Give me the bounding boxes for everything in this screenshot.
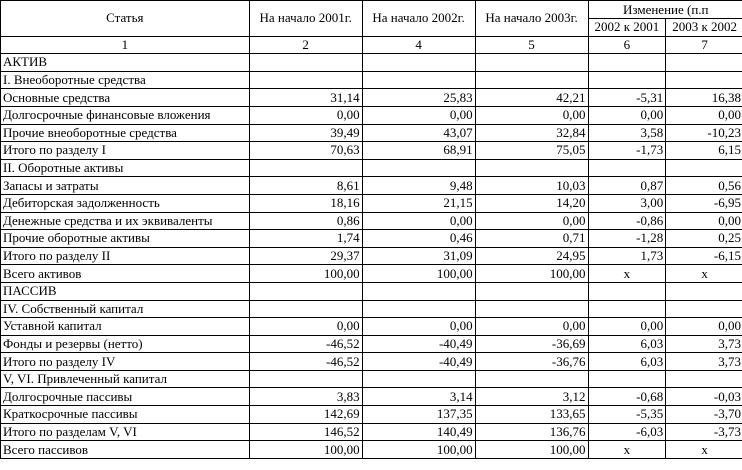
cell-value: 1,73 [588, 247, 666, 265]
section-row [1, 370, 742, 388]
cell-value: -3,73 [666, 423, 742, 441]
cell-value: 142,69 [249, 406, 362, 424]
column-index: 4 [362, 36, 475, 54]
column-index: 6 [588, 36, 666, 54]
cell-value: 31,09 [362, 247, 475, 265]
header-year-2002: На начало 2002г. [362, 1, 475, 37]
empty-cell [475, 54, 588, 72]
cell-value: 146,52 [249, 423, 362, 441]
header-year-2001: На начало 2001г. [249, 1, 362, 37]
cell-value: 136,76 [475, 423, 588, 441]
cell-value: 0,00 [249, 318, 362, 336]
header-change-2003-vs-2002: 2003 к 2002 [666, 19, 742, 37]
row-label: Прочие внеоборотные средства [1, 124, 250, 142]
row-label: Краткосрочные пассивы [1, 406, 250, 424]
cell-value: 3,73 [666, 353, 742, 371]
cell-value: -36,69 [475, 335, 588, 353]
row-label: Итого по разделу I [1, 142, 250, 160]
cell-value: 0,00 [475, 318, 588, 336]
table-row [1, 335, 742, 353]
section-row [1, 71, 742, 89]
row-label: Всего активов [1, 265, 250, 283]
cell-value: 0,00 [588, 106, 666, 124]
empty-cell [475, 71, 588, 89]
empty-cell [362, 282, 475, 300]
cell-value: 0,00 [362, 318, 475, 336]
table-row [1, 177, 742, 195]
cell-value: -0,86 [588, 212, 666, 230]
empty-cell [666, 370, 742, 388]
row-label: Прочие оборотные активы [1, 230, 250, 248]
row-label: Долгосрочные пассивы [1, 388, 250, 406]
empty-cell [249, 71, 362, 89]
table-body [1, 54, 742, 459]
empty-cell [249, 300, 362, 318]
header-change-2002-vs-2001: 2002 к 2001 [588, 19, 666, 37]
cell-value: 8,61 [249, 177, 362, 195]
cell-value: 42,21 [475, 89, 588, 107]
cell-value: 0,87 [588, 177, 666, 195]
cell-value: -1,73 [588, 142, 666, 160]
cell-value: 24,95 [475, 247, 588, 265]
cell-value: -1,28 [588, 230, 666, 248]
cell-value: 21,15 [362, 194, 475, 212]
cell-value: 18,16 [249, 194, 362, 212]
section-title: ПАССИВ [1, 282, 250, 300]
cell-value: -46,52 [249, 353, 362, 371]
empty-cell [666, 54, 742, 72]
cell-value: 100,00 [249, 265, 362, 283]
cell-value: 10,03 [475, 177, 588, 195]
header-article: Статья [1, 1, 250, 37]
cell-value: х [666, 265, 742, 283]
cell-value: 70,63 [249, 142, 362, 160]
cell-value: -5,31 [588, 89, 666, 107]
table-row [1, 212, 742, 230]
row-label: Долгосрочные финансовые вложения [1, 106, 250, 124]
cell-value: 3,12 [475, 388, 588, 406]
cell-value: 100,00 [249, 441, 362, 459]
empty-cell [362, 71, 475, 89]
cell-value: 100,00 [475, 265, 588, 283]
cell-value: -6,15 [666, 247, 742, 265]
cell-value: 140,49 [362, 423, 475, 441]
cell-value: 0,56 [666, 177, 742, 195]
empty-cell [588, 54, 666, 72]
empty-cell [249, 282, 362, 300]
cell-value: 100,00 [362, 265, 475, 283]
cell-value: 3,73 [666, 335, 742, 353]
column-index-row [1, 36, 742, 54]
empty-cell [475, 300, 588, 318]
row-label: Итого по разделу II [1, 247, 250, 265]
cell-value: 133,65 [475, 406, 588, 424]
cell-value: 68,91 [362, 142, 475, 160]
cell-value: 0,46 [362, 230, 475, 248]
table-row [1, 194, 742, 212]
empty-cell [249, 54, 362, 72]
cell-value: 32,84 [475, 124, 588, 142]
empty-cell [475, 282, 588, 300]
cell-value: 6,03 [588, 353, 666, 371]
cell-value: 100,00 [475, 441, 588, 459]
cell-value: 0,71 [475, 230, 588, 248]
cell-value: 0,25 [666, 230, 742, 248]
cell-value: 39,49 [249, 124, 362, 142]
cell-value: 3,58 [588, 124, 666, 142]
cell-value: 3,00 [588, 194, 666, 212]
empty-cell [362, 159, 475, 177]
row-label: Уставной капитал [1, 318, 250, 336]
section-title: I. Внеоборотные средства [1, 71, 250, 89]
cell-value: -46,52 [249, 335, 362, 353]
empty-cell [588, 370, 666, 388]
cell-value: 100,00 [362, 441, 475, 459]
cell-value: 6,03 [588, 335, 666, 353]
cell-value: 3,14 [362, 388, 475, 406]
cell-value: 0,00 [666, 212, 742, 230]
table-row [1, 89, 742, 107]
table-row [1, 230, 742, 248]
section-row [1, 282, 742, 300]
cell-value: -6,95 [666, 194, 742, 212]
section-title: АКТИВ [1, 54, 250, 72]
cell-value: 3,83 [249, 388, 362, 406]
row-label: Фонды и резервы (нетто) [1, 335, 250, 353]
table-row [1, 406, 742, 424]
empty-cell [588, 159, 666, 177]
cell-value: х [588, 265, 666, 283]
cell-value: 0,00 [588, 318, 666, 336]
cell-value: -3,70 [666, 406, 742, 424]
table-row [1, 124, 742, 142]
empty-cell [362, 370, 475, 388]
cell-value: 14,20 [475, 194, 588, 212]
row-label: Основные средства [1, 89, 250, 107]
cell-value: 0,86 [249, 212, 362, 230]
column-index: 2 [249, 36, 362, 54]
row-label: Итого по разделу IV [1, 353, 250, 371]
empty-cell [666, 71, 742, 89]
empty-cell [475, 370, 588, 388]
cell-value: -40,49 [362, 353, 475, 371]
header-year-2003: На начало 2003г. [475, 1, 588, 37]
cell-value: -36,76 [475, 353, 588, 371]
section-title: IV. Собственный капитал [1, 300, 250, 318]
empty-cell [588, 71, 666, 89]
column-index: 1 [1, 36, 250, 54]
cell-value: -6,03 [588, 423, 666, 441]
empty-cell [588, 282, 666, 300]
cell-value: 75,05 [475, 142, 588, 160]
total-row [1, 441, 742, 459]
cell-value: 31,14 [249, 89, 362, 107]
cell-value: 16,38 [666, 89, 742, 107]
row-label: Всего пассивов [1, 441, 250, 459]
table-header [1, 1, 742, 54]
empty-cell [666, 282, 742, 300]
table-row [1, 423, 742, 441]
row-label: Денежные средства и их эквиваленты [1, 212, 250, 230]
row-label: Итого по разделам V, VI [1, 423, 250, 441]
cell-value: 0,00 [362, 106, 475, 124]
cell-value: 43,07 [362, 124, 475, 142]
empty-cell [588, 300, 666, 318]
table-row [1, 353, 742, 371]
cell-value: х [666, 441, 742, 459]
cell-value: 0,00 [249, 106, 362, 124]
row-label: Запасы и затраты [1, 177, 250, 195]
cell-value: х [588, 441, 666, 459]
cell-value: 9,48 [362, 177, 475, 195]
cell-value: 25,83 [362, 89, 475, 107]
cell-value: 29,37 [249, 247, 362, 265]
section-title: V, VI. Привлеченный капитал [1, 370, 250, 388]
section-row [1, 300, 742, 318]
cell-value: 137,35 [362, 406, 475, 424]
cell-value: 0,00 [362, 212, 475, 230]
cell-value: -0,68 [588, 388, 666, 406]
empty-cell [362, 54, 475, 72]
table-row [1, 388, 742, 406]
table-row [1, 247, 742, 265]
empty-cell [666, 300, 742, 318]
row-label: Дебиторская задолженность [1, 194, 250, 212]
empty-cell [475, 159, 588, 177]
table-row [1, 142, 742, 160]
table-row [1, 318, 742, 336]
empty-cell [362, 300, 475, 318]
column-index: 7 [666, 36, 742, 54]
empty-cell [666, 159, 742, 177]
empty-cell [249, 370, 362, 388]
cell-value: 0,00 [475, 106, 588, 124]
section-row [1, 54, 742, 72]
cell-value: 6,15 [666, 142, 742, 160]
cell-value: -10,23 [666, 124, 742, 142]
section-title: II. Оборотные активы [1, 159, 250, 177]
cell-value: 0,00 [666, 106, 742, 124]
cell-value: -40,49 [362, 335, 475, 353]
cell-value: 1,74 [249, 230, 362, 248]
header-change: Изменение (п.п [588, 1, 742, 19]
total-row [1, 265, 742, 283]
cell-value: 0,00 [475, 212, 588, 230]
section-row [1, 159, 742, 177]
empty-cell [249, 159, 362, 177]
table-row [1, 106, 742, 124]
cell-value: -0,03 [666, 388, 742, 406]
cell-value: 0,00 [666, 318, 742, 336]
cell-value: -5,35 [588, 406, 666, 424]
column-index: 5 [475, 36, 588, 54]
